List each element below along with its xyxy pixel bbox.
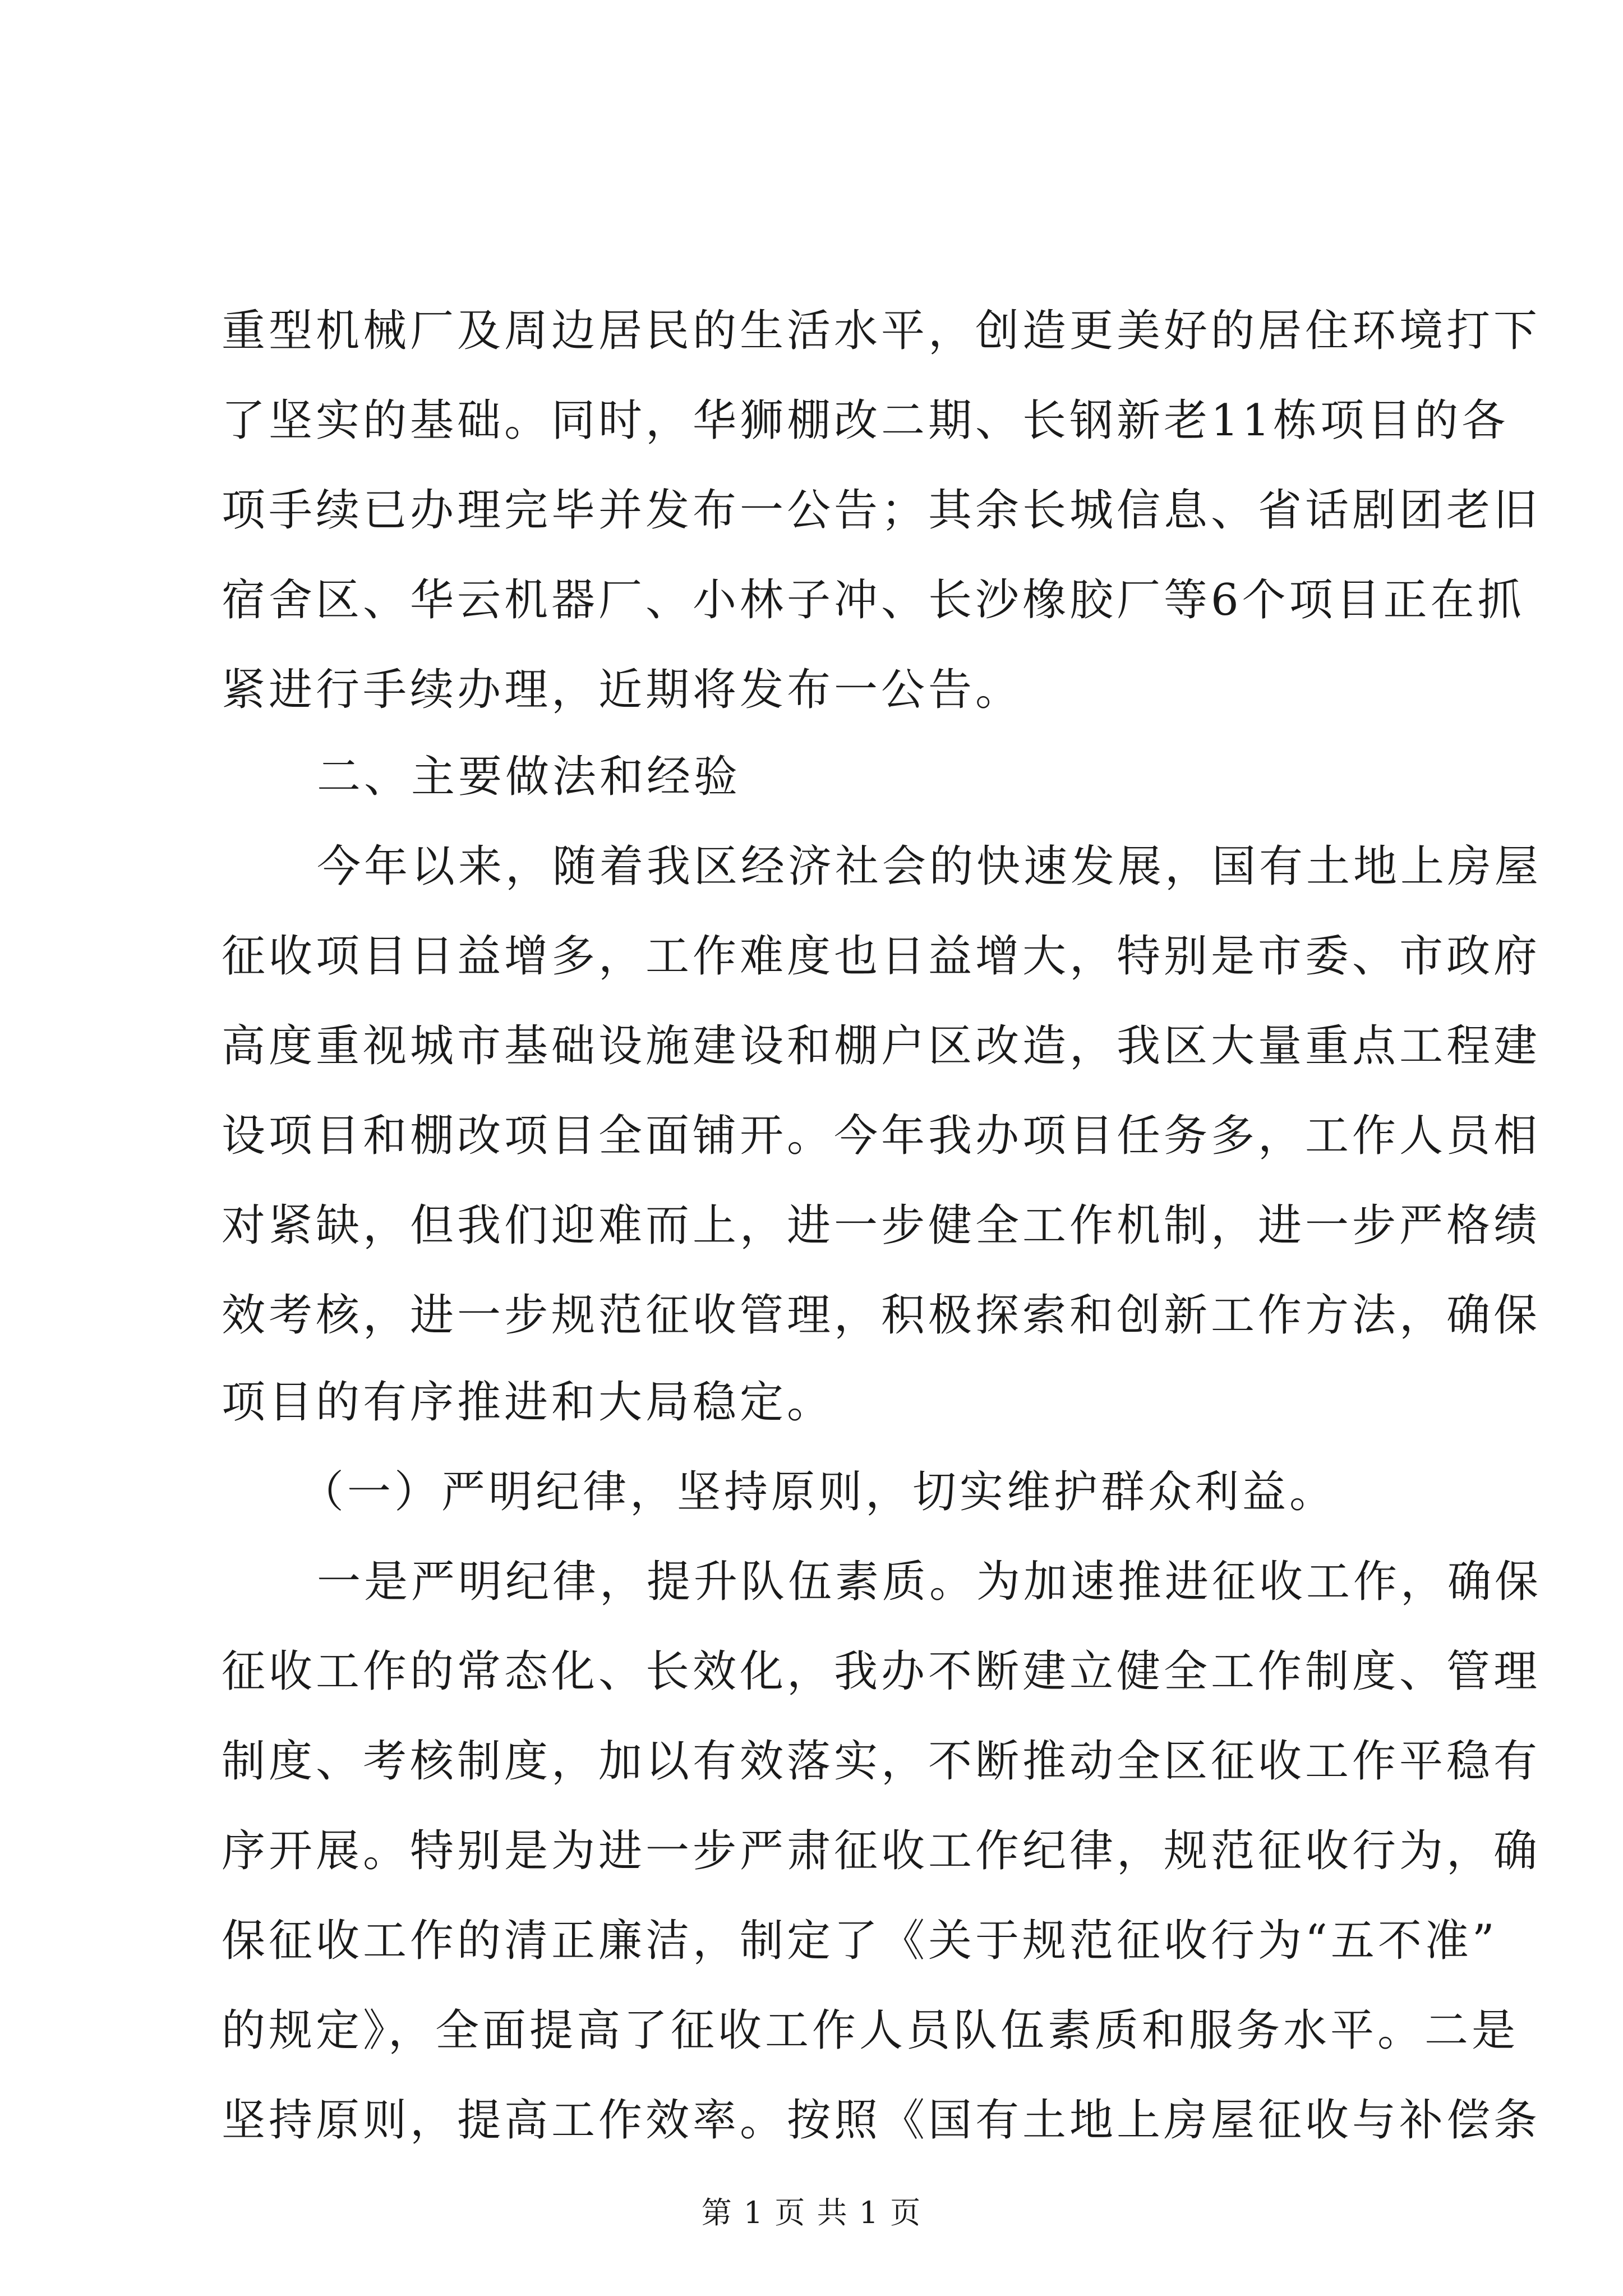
text-line: 序开展。特别是为进一步严肃征收工作纪律，规范征收行为，确	[222, 1826, 1541, 1876]
text-line: 项目的有序推进和大局稳定。	[222, 1377, 834, 1428]
text-line: 紧进行手续办理，近期将发布一公告。	[222, 665, 1023, 715]
text-line: 对紧缺，但我们迎难而上，进一步健全工作机制，进一步严格绩	[222, 1200, 1541, 1251]
text-line: 项手续已办理完毕并发布一公告；其余长城信息、省话剧团老旧	[222, 485, 1541, 536]
text-line: 的规定》，全面提高了征收工作人员队伍素质和服务水平。二是	[222, 2005, 1519, 2056]
text-line: 了坚实的基础。同时，华狮棚改二期、长钢新老11栋项目的各	[222, 395, 1509, 446]
text-line: 征收项目日益增多，工作难度也日益增大，特别是市委、市政府	[222, 931, 1541, 982]
text-line: 征收工作的常态化、长效化，我办不断建立健全工作制度、管理	[222, 1646, 1541, 1697]
paragraph-first-line: 一是严明纪律，提升队伍素质。为加速推进征收工作，确保	[317, 1557, 1542, 1607]
text-line: 高度重视城市基础设施建设和棚户区改造，我区大量重点工程建	[222, 1021, 1541, 1071]
page-number-footer: 第 1 页 共 1 页	[701, 2195, 922, 2230]
text-line: 宿舍区、华云机器厂、小林子冲、长沙橡胶厂等6个项目正在抓	[222, 575, 1525, 625]
text-line: 坚持原则，提高工作效率。按照《国有土地上房屋征收与补偿条	[222, 2095, 1541, 2146]
subsection-heading: （一）严明纪律，坚持原则，切实维护群众利益。	[300, 1467, 1337, 1517]
text-line: 重型机械厂及周边居民的生活水平，创造更美好的居住环境打下	[222, 306, 1541, 356]
text-line: 保征收工作的清正廉洁，制定了《关于规范征收行为“五不准”	[222, 1916, 1498, 1966]
text-line: 效考核，进一步规范征收管理，积极探索和创新工作方法，确保	[222, 1290, 1541, 1341]
text-line: 设项目和棚改项目全面铺开。今年我办项目任务多，工作人员相	[222, 1111, 1541, 1161]
text-line: 制度、考核制度，加以有效落实，不断推动全区征收工作平稳有	[222, 1736, 1541, 1787]
section-heading: 二、主要做法和经验	[317, 752, 741, 802]
paragraph-first-line: 今年以来，随着我区经济社会的快速发展，国有土地上房屋	[317, 841, 1542, 892]
